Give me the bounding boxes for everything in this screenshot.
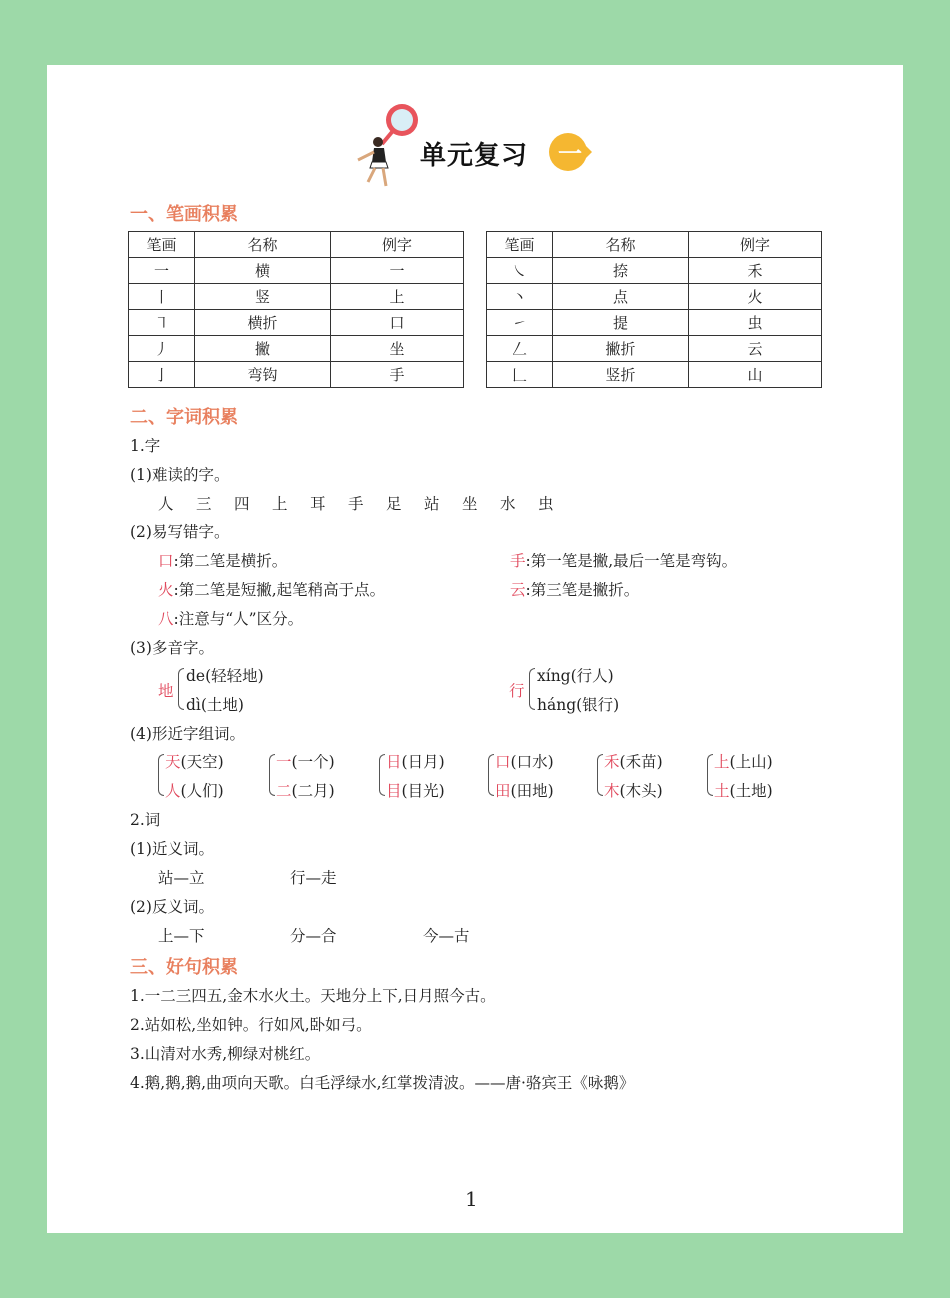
antonym-pair: 分—合 xyxy=(290,927,337,945)
header-stroke: 笔画 xyxy=(487,232,553,258)
name-cell: 横 xyxy=(195,258,331,284)
header-name: 名称 xyxy=(553,232,689,258)
synonym-pair: 站—立 xyxy=(158,869,205,887)
similar-char-word xyxy=(386,779,445,801)
section-heading-sentences: 三、好句积累 xyxy=(130,957,238,978)
highlight-char: 禾 xyxy=(604,753,620,771)
stroke-cell: 丿 xyxy=(129,336,195,362)
word: (日月) xyxy=(401,753,445,771)
example-cell: 一 xyxy=(331,258,464,284)
stroke-table-right xyxy=(486,231,822,388)
example-cell: 口 xyxy=(331,310,464,336)
note: :第三笔是撇折。 xyxy=(525,581,640,599)
highlight-char: 田 xyxy=(495,782,511,800)
highlight-char: 木 xyxy=(604,782,620,800)
stroke-cell: 丶 xyxy=(487,284,553,310)
table-row xyxy=(129,336,464,362)
similar-char-word xyxy=(276,750,335,772)
name-cell: 捺 xyxy=(553,258,689,284)
easy-wrong-item xyxy=(510,549,737,571)
word: (目光) xyxy=(401,782,445,800)
name-cell: 竖 xyxy=(195,284,331,310)
highlight-char: 八 xyxy=(158,610,174,628)
word: (田地) xyxy=(510,782,554,800)
table-row xyxy=(129,258,464,284)
word: (一个) xyxy=(291,753,335,771)
word: (木头) xyxy=(619,782,663,800)
easy-wrong-item xyxy=(158,549,287,571)
highlight-char: 天 xyxy=(165,753,181,771)
example-cell: 坐 xyxy=(331,336,464,362)
similar-char-word xyxy=(495,750,554,772)
highlight-char: 人 xyxy=(165,782,181,800)
stroke-cell: ㇕ xyxy=(129,310,195,336)
example-cell: 虫 xyxy=(689,310,822,336)
antonym-pair: 上—下 xyxy=(158,927,205,945)
similar-char-word xyxy=(714,750,773,772)
similar-char-word xyxy=(276,779,335,801)
header-example: 例字 xyxy=(331,232,464,258)
stroke-cell: 一 xyxy=(129,258,195,284)
char: 上 xyxy=(272,495,288,513)
stroke-cell: 亅 xyxy=(129,362,195,388)
note: :第一笔是撇,最后一笔是弯钩。 xyxy=(525,552,738,570)
char: 三 xyxy=(196,495,212,513)
easy-wrong-item xyxy=(158,578,385,600)
subheading-polyphones: (3)多音字。 xyxy=(130,639,214,657)
name-cell: 横折 xyxy=(195,310,331,336)
highlight-char: 手 xyxy=(510,552,526,570)
polyphone-reading: de(轻轻地) xyxy=(186,667,264,685)
char: 耳 xyxy=(310,495,326,513)
highlight-char: 上 xyxy=(714,753,730,771)
example-cell: 禾 xyxy=(689,258,822,284)
char: 水 xyxy=(500,495,516,513)
word: (上山) xyxy=(729,753,773,771)
brace-icon xyxy=(529,668,535,710)
table-row xyxy=(487,310,822,336)
subheading-characters: 1.字 xyxy=(130,437,161,455)
brace-icon xyxy=(379,754,385,796)
stroke-cell: 丨 xyxy=(129,284,195,310)
polyphone-char: 行 xyxy=(509,682,525,700)
char: 四 xyxy=(234,495,250,513)
sentence-line: 1.一二三四五,金木水火土。天地分上下,日月照今古。 xyxy=(130,987,496,1005)
word: (二月) xyxy=(291,782,335,800)
example-cell: 上 xyxy=(331,284,464,310)
stroke-cell: ㇀ xyxy=(487,310,553,336)
unit-badge-label: 一 xyxy=(558,140,582,168)
highlight-char: 口 xyxy=(158,552,174,570)
section-heading-strokes: 一、笔画积累 xyxy=(130,204,238,225)
table-row xyxy=(487,362,822,388)
word: (人们) xyxy=(180,782,224,800)
easy-wrong-item xyxy=(158,607,303,629)
subheading-similar-chars: (4)形近字组词。 xyxy=(130,725,245,743)
stroke-cell: 𠃊 xyxy=(487,362,553,388)
example-cell: 山 xyxy=(689,362,822,388)
name-cell: 撇 xyxy=(195,336,331,362)
name-cell: 弯钩 xyxy=(195,362,331,388)
example-cell: 手 xyxy=(331,362,464,388)
subheading-hard-to-read: (1)难读的字。 xyxy=(130,466,230,484)
brace-icon xyxy=(488,754,494,796)
similar-char-word xyxy=(165,750,224,772)
char: 坐 xyxy=(462,495,478,513)
table-row xyxy=(129,362,464,388)
name-cell: 点 xyxy=(553,284,689,310)
highlight-char: 一 xyxy=(276,753,292,771)
subheading-words: 2.词 xyxy=(130,811,161,829)
similar-char-word xyxy=(604,779,663,801)
section-heading-words: 二、字词积累 xyxy=(130,407,238,428)
char: 站 xyxy=(424,495,440,513)
char: 足 xyxy=(386,495,402,513)
brace-icon xyxy=(707,754,713,796)
brace-icon xyxy=(597,754,603,796)
word: (禾苗) xyxy=(619,753,663,771)
polyphone-char: 地 xyxy=(158,682,174,700)
highlight-char: 日 xyxy=(386,753,402,771)
word: (天空) xyxy=(180,753,224,771)
easy-wrong-item xyxy=(510,578,639,600)
example-cell: 云 xyxy=(689,336,822,362)
note: :第二笔是短撇,起笔稍高于点。 xyxy=(173,581,386,599)
subheading-antonyms: (2)反义词。 xyxy=(130,898,214,916)
name-cell: 提 xyxy=(553,310,689,336)
table-row xyxy=(487,258,822,284)
header-stroke: 笔画 xyxy=(129,232,195,258)
page-number: 1 xyxy=(465,1187,478,1211)
note: :第二笔是横折。 xyxy=(173,552,288,570)
brace-icon xyxy=(178,668,184,710)
page-title: 单元复习 xyxy=(420,141,529,171)
table-row xyxy=(487,284,822,310)
highlight-char: 口 xyxy=(495,753,511,771)
brace-icon xyxy=(158,754,164,796)
stroke-cell: ㇏ xyxy=(487,258,553,284)
example-cell: 火 xyxy=(689,284,822,310)
char: 手 xyxy=(348,495,364,513)
similar-char-word xyxy=(165,779,224,801)
word: (土地) xyxy=(729,782,773,800)
synonym-pair: 行—走 xyxy=(290,869,337,887)
header-example: 例字 xyxy=(689,232,822,258)
polyphone-reading: xíng(行人) xyxy=(537,667,614,685)
char: 人 xyxy=(158,495,174,513)
highlight-char: 目 xyxy=(386,782,402,800)
word: (口水) xyxy=(510,753,554,771)
table-row xyxy=(129,310,464,336)
similar-char-word xyxy=(604,750,663,772)
sentence-line: 2.站如松,坐如钟。行如风,卧如弓。 xyxy=(130,1016,372,1034)
name-cell: 撇折 xyxy=(553,336,689,362)
sentence-line: 4.鹅,鹅,鹅,曲项向天歌。白毛浮绿水,红掌拨清波。——唐·骆宾王《咏鹅》 xyxy=(130,1074,635,1092)
char: 虫 xyxy=(538,495,554,513)
antonym-pair: 今—古 xyxy=(423,927,470,945)
similar-char-word xyxy=(714,779,773,801)
note: :注意与“人”区分。 xyxy=(173,610,304,628)
highlight-char: 二 xyxy=(276,782,292,800)
highlight-char: 土 xyxy=(714,782,730,800)
stroke-cell: 𠃋 xyxy=(487,336,553,362)
polyphone-reading: háng(银行) xyxy=(537,696,620,714)
similar-char-word xyxy=(386,750,445,772)
table-row xyxy=(487,336,822,362)
sentence-line: 3.山清对水秀,柳绿对桃红。 xyxy=(130,1045,321,1063)
highlight-char: 云 xyxy=(510,581,526,599)
name-cell: 竖折 xyxy=(553,362,689,388)
similar-char-word xyxy=(495,779,554,801)
highlight-char: 火 xyxy=(158,581,174,599)
table-row xyxy=(129,284,464,310)
header-name: 名称 xyxy=(195,232,331,258)
brace-icon xyxy=(269,754,275,796)
hard-to-read-list xyxy=(158,492,576,514)
polyphone-reading: dì(土地) xyxy=(186,696,244,714)
subheading-synonyms: (1)近义词。 xyxy=(130,840,214,858)
subheading-easy-wrong: (2)易写错字。 xyxy=(130,523,230,541)
stroke-table-left xyxy=(128,231,464,388)
